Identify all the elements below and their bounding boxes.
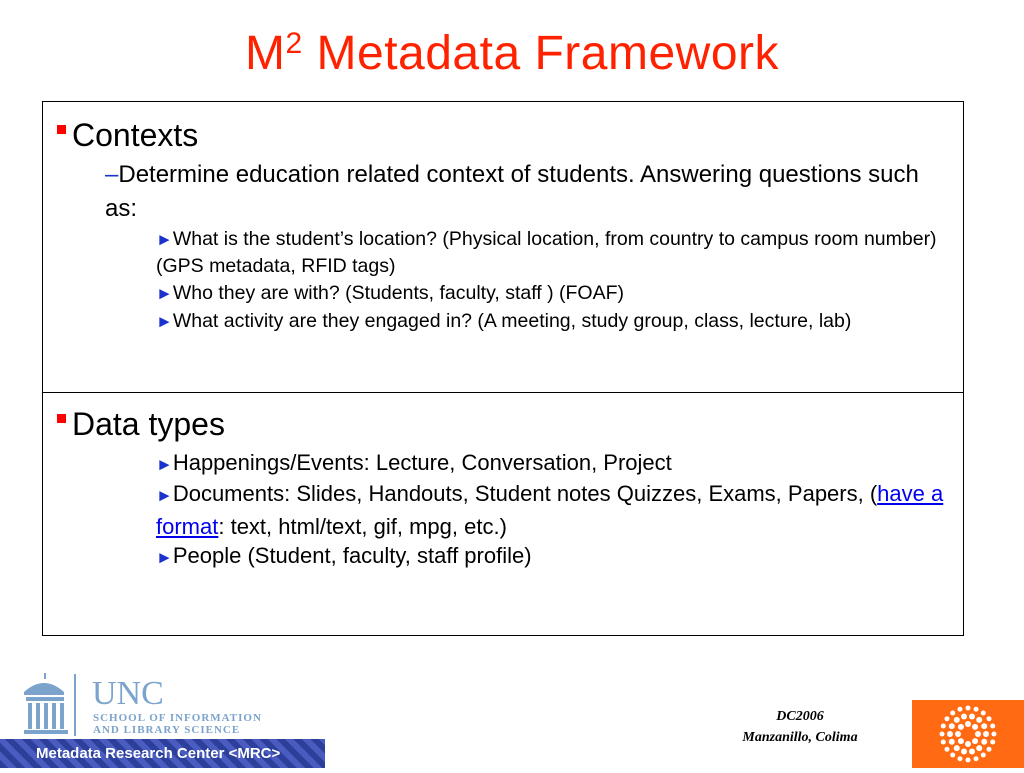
contexts-item-location: ►What is the student’s location? (Physical location, from country to campus room number) (GPS metadata, RFID tags) (156, 228, 937, 277)
sun-dot (981, 723, 987, 729)
sun-dot (940, 732, 945, 737)
data-types-item-happenings: ►Happenings/Events: Lecture, Conversation, Project (156, 450, 672, 475)
sun-dot (992, 732, 997, 737)
square-bullet-icon (57, 414, 66, 423)
unc-school-line-1: SCHOOL OF INFORMATION (93, 712, 262, 724)
sun-dot (965, 741, 971, 747)
sun-dot (969, 749, 975, 755)
dc2006-caption: DC2006 Manzanillo, Colima (742, 709, 858, 745)
sun-dot (976, 717, 982, 723)
logo-divider (74, 674, 76, 736)
mrc-banner-text: Metadata Research Center <MRC> (36, 745, 281, 762)
sun-dot (975, 731, 981, 737)
sun-dot (974, 707, 979, 712)
contexts-item-with: ►Who they are with? (Students, faculty, staff ) (FOAF) (156, 282, 625, 304)
have-a-format-link[interactable]: have a format (156, 481, 944, 539)
sun-dot (976, 745, 982, 751)
sun-dot (958, 738, 964, 744)
sun-dot (957, 707, 962, 712)
sun-dot (990, 723, 995, 728)
sun-dot (981, 739, 987, 745)
sun-dot (954, 745, 960, 751)
sun-dot (955, 731, 961, 737)
sun-dot (961, 713, 967, 719)
arrow-bullet-icon: ► (156, 284, 173, 303)
sun-dot (990, 740, 995, 745)
sunburst-icon (912, 700, 1024, 768)
slide-title: $M^2$ Metadata Framework (245, 27, 779, 80)
arrow-bullet-icon: ► (156, 455, 173, 474)
sun-dot (954, 717, 960, 723)
arrow-bullet-icon: ► (156, 486, 173, 505)
sun-dot (966, 758, 971, 763)
sun-dot (949, 723, 955, 729)
sun-dot (957, 756, 962, 761)
arrow-bullet-icon: ► (156, 230, 173, 249)
square-bullet-icon (57, 125, 66, 134)
sun-dot (987, 747, 992, 752)
sun-dot (981, 753, 986, 758)
sun-dot (972, 738, 978, 744)
unc-wordmark: UNC (92, 675, 164, 712)
sun-dot (981, 710, 986, 715)
sun-dot (987, 716, 992, 721)
data-types-item-documents: ►Documents: Slides, Handouts, Student notes Quizzes, Exams, Papers, (have a format: text, html/text, gif, mpg, etc.) (156, 481, 944, 539)
old-well-icon (24, 673, 68, 734)
data-types-box (42, 392, 964, 636)
sun-dot (950, 710, 955, 715)
arrow-bullet-icon: ► (156, 548, 173, 567)
sun-dot (941, 723, 946, 728)
contexts-box (42, 101, 964, 393)
sun-dot (958, 724, 964, 730)
contexts-heading: Contexts (57, 116, 198, 154)
dc2006-logo (912, 700, 1024, 768)
contexts-description: –Determine education related context of students. Answering questions such as: (105, 161, 919, 222)
data-types-heading: Data types (57, 405, 225, 443)
sun-dot (972, 724, 978, 730)
sun-dot (944, 747, 949, 752)
sun-dot (983, 731, 989, 737)
unc-school-line-2: AND LIBRARY SCIENCE (93, 724, 241, 736)
sun-dot (965, 721, 971, 727)
sun-dot (941, 740, 946, 745)
sun-dot (966, 706, 971, 711)
sun-dot (974, 756, 979, 761)
sun-dot (949, 739, 955, 745)
arrow-bullet-icon: ► (156, 312, 173, 331)
sun-dot (961, 749, 967, 755)
data-types-item-people: ►People (Student, faculty, staff profile) (156, 543, 532, 568)
sun-dot (969, 713, 975, 719)
sun-dot (950, 753, 955, 758)
contexts-item-activity: ►What activity are they engaged in? (A meeting, study group, class, lecture, lab) (156, 310, 852, 332)
sun-dot (944, 716, 949, 721)
sun-dot (947, 731, 953, 737)
